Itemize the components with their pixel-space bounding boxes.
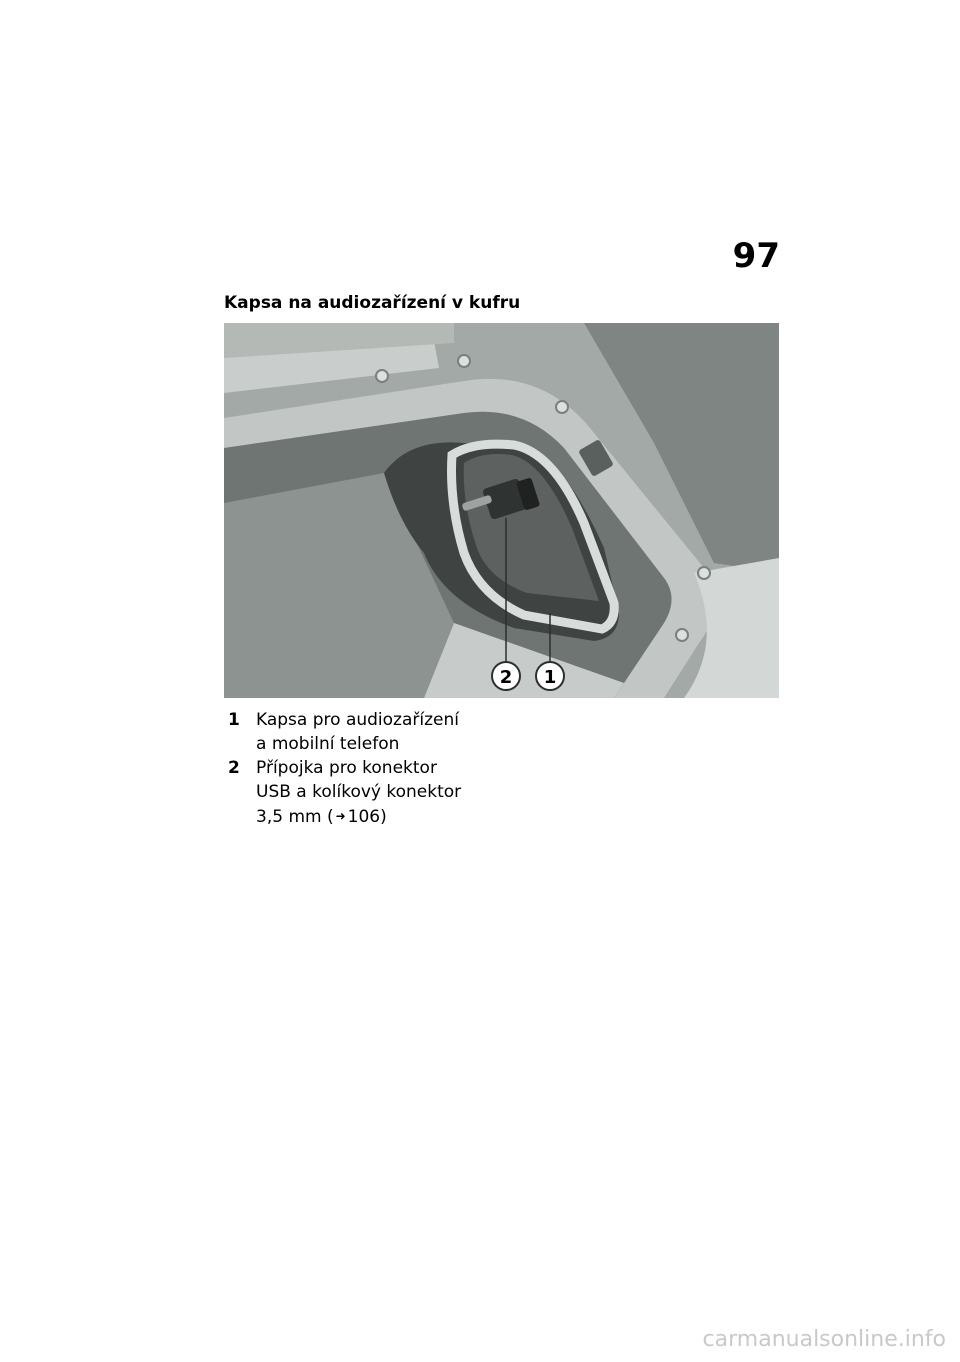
- legend-item: [224, 708, 554, 756]
- watermark: carmanualsonline.info: [702, 1327, 946, 1352]
- reference-page: 106: [347, 807, 381, 827]
- legend-list: [224, 708, 554, 829]
- legend-item: [224, 756, 554, 829]
- page-number: 97: [732, 236, 780, 276]
- reference-arrow-icon: ➜: [335, 809, 346, 823]
- callout-1: 1: [543, 667, 557, 688]
- legend-text: Přípojka pro konektor USB a kolíkový konektor 3,5 mm ( ➜ 106): [256, 758, 462, 827]
- figure-photo: [224, 323, 779, 698]
- legend-number: 1: [228, 710, 240, 730]
- legend-text: Kapsa pro audiozařízení a mobilní telefon: [256, 710, 459, 754]
- page-reference[interactable]: ( ➜ 106): [327, 807, 387, 827]
- legend-number: 2: [228, 758, 240, 778]
- figure-illustration: [224, 323, 779, 698]
- section-title: Kapsa na audiozařízení v kufru: [224, 293, 521, 313]
- callout-2: 2: [499, 667, 513, 688]
